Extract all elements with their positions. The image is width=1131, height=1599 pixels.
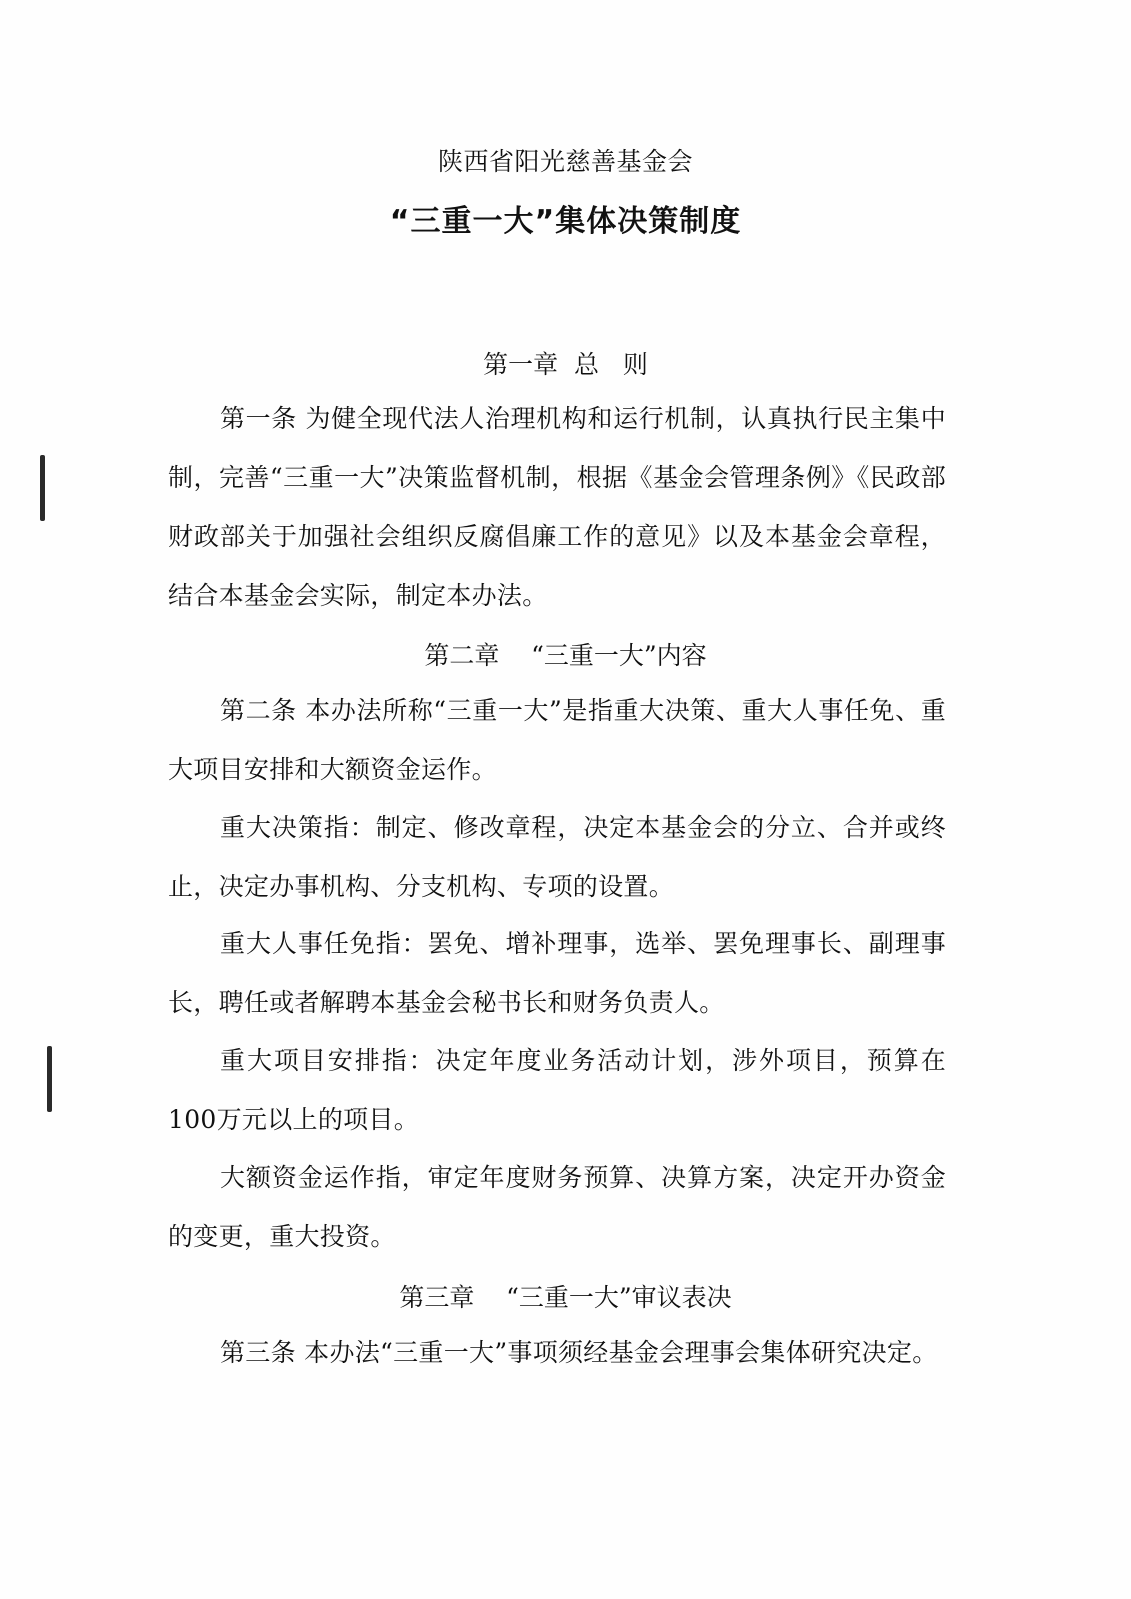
article-3-paragraph: 第三条 本办法“三重一大”事项须经基金会理事会集体研究决定。 [220,1338,938,1367]
personnel-paragraph: 重大人事任免指：罢免、增补理事，选举、罢免理事长、副理事长，聘任或者解聘本基金会秘书长和财务负责人。 [168,929,946,1017]
article-1-paragraph: 第一条 为健全现代法人治理机构和运行机制，认真执行民主集中制，完善“三重一大”决策监督机制，根据《基金会管理条例》《民政部财政部关于加强社会组织反腐倡廉工作的意见》以及本基金会章程，结合本基金会实际，制定本办法。 [168,404,946,610]
organization-title: 陕西省阳光慈善基金会 [437,147,693,176]
binding-mark-top [40,455,45,521]
article-2-paragraph: 第二条 本办法所称“三重一大”是指重大决策、重大人事任免、重大项目安排和大额资金运作。 [168,696,946,784]
major-decision-paragraph: 重大决策指：制定、修改章程，决定本基金会的分立、合并或终止，决定办事机构、分支机构、专项的设置。 [168,813,946,901]
project-paragraph: 重大项目安排指：决定年度业务活动计划，涉外项目，预算在100万元以上的项目。 [168,1046,946,1134]
chapter-2-heading: 第二章 “三重一大”内容 [424,641,707,670]
funds-paragraph: 大额资金运作指，审定年度财务预算、决算方案，决定开办资金的变更，重大投资。 [168,1163,946,1251]
chapter-1-heading: 第一章 总 则 [483,350,648,379]
chapter-3-heading: 第三章 “三重一大”审议表决 [399,1283,732,1312]
document-title: “三重一大”集体决策制度 [389,204,742,239]
binding-mark-bottom [47,1046,52,1112]
